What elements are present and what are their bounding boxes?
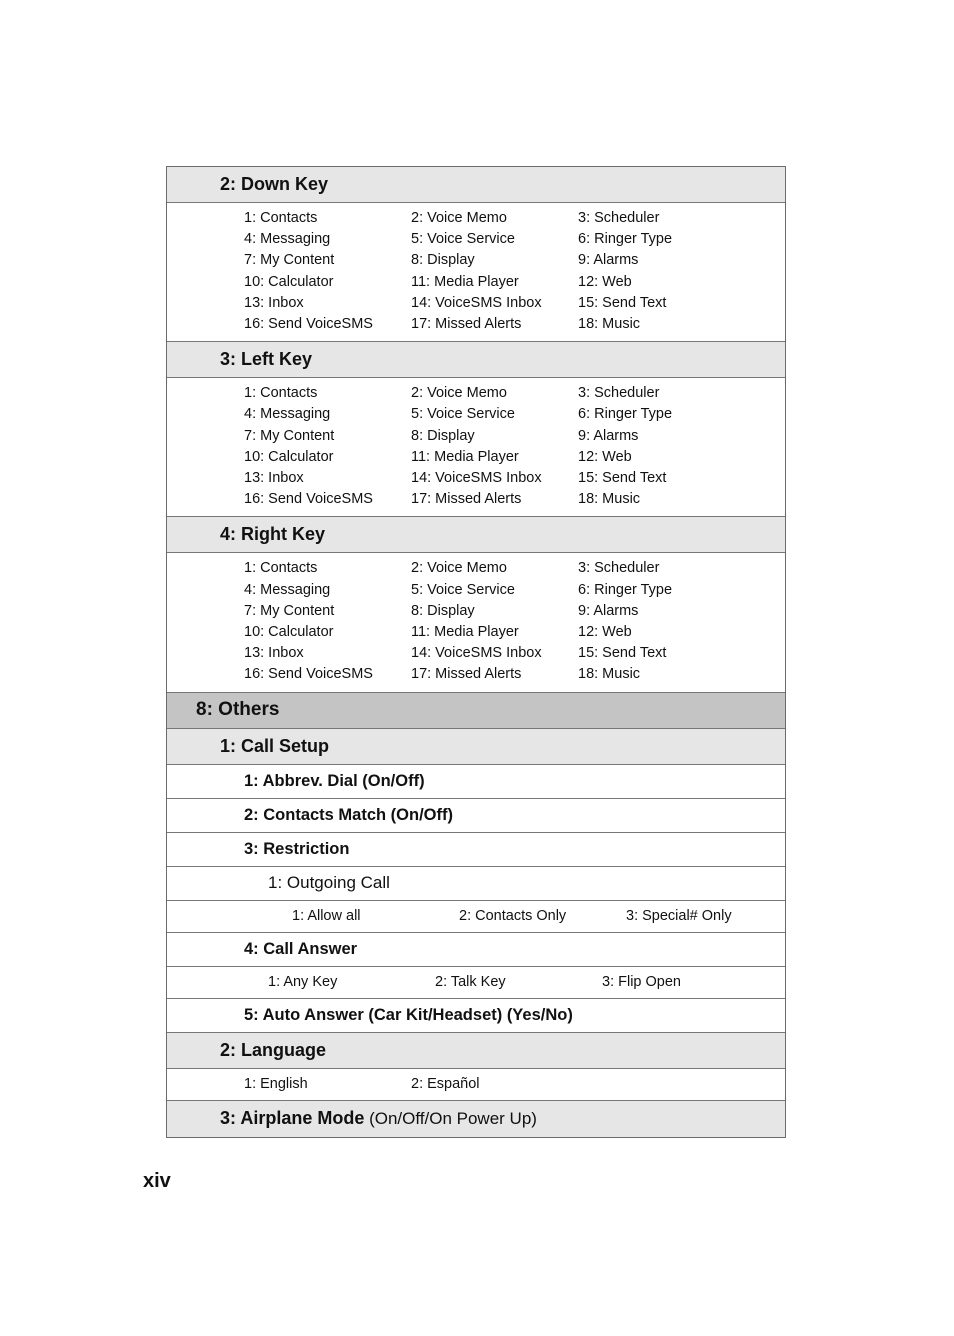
option-item: 12: Web [578,624,632,641]
option-item: 10: Calculator [244,448,334,465]
option-item: 11: Media Player [411,448,519,465]
option-item: 7: My Content [244,427,335,444]
option-item: 18: Music [578,666,641,683]
option-item: 8: Display [411,427,475,444]
option-item: 16: Send VoiceSMS [244,666,373,683]
option-item: 7: My Content [244,602,335,619]
option-item: 2: Voice Memo [411,385,507,402]
option-item: 14: VoiceSMS Inbox [411,294,542,311]
airplane-mode-suffix: (On/Off/On Power Up) [364,1109,537,1129]
menu-item-call-answer [167,933,785,967]
option-item: 15: Send Text [578,645,667,662]
outgoing-call-options [167,901,785,933]
option-item: 16: Send VoiceSMS [244,491,373,508]
left-key-options [167,378,785,517]
section-title: 1: Call Setup [220,735,330,756]
option-item: 2: Contacts Only [459,908,567,925]
menu-item-restriction [167,833,785,867]
section-header-airplane-mode [167,1101,785,1137]
option-item: 1: Contacts [244,385,318,402]
menu-item-abbrev-dial [167,765,785,799]
option-item: 13: Inbox [244,294,304,311]
section-header-right-key [167,517,785,553]
menu-item-outgoing-call [167,867,785,901]
option-item: 3: Flip Open [602,974,681,991]
option-item: 9: Alarms [578,602,639,619]
option-item: 10: Calculator [244,624,334,641]
menu-item-auto-answer [167,999,785,1033]
section-title: 2: Language [220,1039,327,1060]
option-item: 8: Display [411,252,475,269]
option-item: 17: Missed Alerts [411,316,522,333]
option-item: 11: Media Player [411,624,519,641]
option-item: 2: Español [411,1076,480,1093]
option-item: 11: Media Player [411,273,519,290]
section-title [220,1108,537,1129]
option-item: 5: Voice Service [411,231,515,248]
option-item: 2: Talk Key [435,974,506,991]
option-item: 18: Music [578,316,641,333]
option-item: 1: English [244,1076,308,1093]
option-item: 1: Any Key [268,974,338,991]
option-item: 9: Alarms [578,427,639,444]
menu-table [166,166,786,1138]
option-item: 4: Messaging [244,231,331,248]
section-header-down-key [167,167,785,203]
section-title: 3: Left Key [220,349,313,370]
option-item: 3: Scheduler [578,560,660,577]
menu-item-label: 4: Call Answer [244,939,358,958]
options-grid [268,966,769,998]
option-item: 3: Scheduler [578,385,660,402]
language-options [167,1069,785,1101]
option-item: 4: Messaging [244,581,331,598]
option-item: 7: My Content [244,252,335,269]
options-grid [292,900,793,932]
menu-item-label: 5: Auto Answer (Car Kit/Headset) (Yes/No) [244,1005,573,1024]
option-item: 13: Inbox [244,645,304,662]
option-item: 6: Ringer Type [578,581,673,598]
option-item: 3: Special# Only [626,908,732,925]
option-item: 2: Voice Memo [411,210,507,226]
option-item: 8: Display [411,602,475,619]
options-grid [244,383,785,510]
airplane-mode-title: 3: Airplane Mode [220,1108,365,1129]
option-item: 18: Music [578,491,641,508]
section-title: 4: Right Key [220,524,326,545]
option-item: 1: Contacts [244,560,318,577]
page-number: xiv [143,1170,171,1192]
option-item: 15: Send Text [578,470,667,487]
section-header-others [167,693,785,729]
option-item: 12: Web [578,448,632,465]
right-key-options [167,553,785,692]
option-item: 10: Calculator [244,273,334,290]
menu-item-label: 2: Contacts Match (On/Off) [244,805,453,824]
option-item: 1: Contacts [244,210,318,226]
option-item: 6: Ringer Type [578,406,673,423]
option-item: 15: Send Text [578,294,667,311]
section-header-left-key [167,342,785,378]
option-item: 14: VoiceSMS Inbox [411,470,542,487]
section-title: 2: Down Key [220,174,329,194]
option-item: 12: Web [578,273,632,290]
option-item: 16: Send VoiceSMS [244,316,373,333]
options-grid [244,208,785,335]
option-item: 14: VoiceSMS Inbox [411,645,542,662]
option-item: 13: Inbox [244,470,304,487]
call-answer-options [167,967,785,999]
option-item: 3: Scheduler [578,210,660,226]
option-item: 6: Ringer Type [578,231,673,248]
menu-item-contacts-match [167,799,785,833]
option-item: 17: Missed Alerts [411,666,522,683]
options-grid [244,1068,745,1100]
section-header-call-setup [167,729,785,765]
section-title: 8: Others [196,699,280,721]
down-key-options [167,203,785,342]
option-item: 1: Allow all [292,908,361,925]
option-item: 9: Alarms [578,252,639,269]
menu-item-label: 3: Restriction [244,839,350,858]
option-item: 17: Missed Alerts [411,491,522,508]
menu-item-label: 1: Abbrev. Dial (On/Off) [244,771,425,790]
option-item: 2: Voice Memo [411,560,507,577]
option-item: 5: Voice Service [411,581,515,598]
option-item: 4: Messaging [244,406,331,423]
options-grid [244,558,785,685]
option-item: 5: Voice Service [411,406,515,423]
section-header-language [167,1033,785,1069]
menu-item-label: 1: Outgoing Call [268,873,390,893]
